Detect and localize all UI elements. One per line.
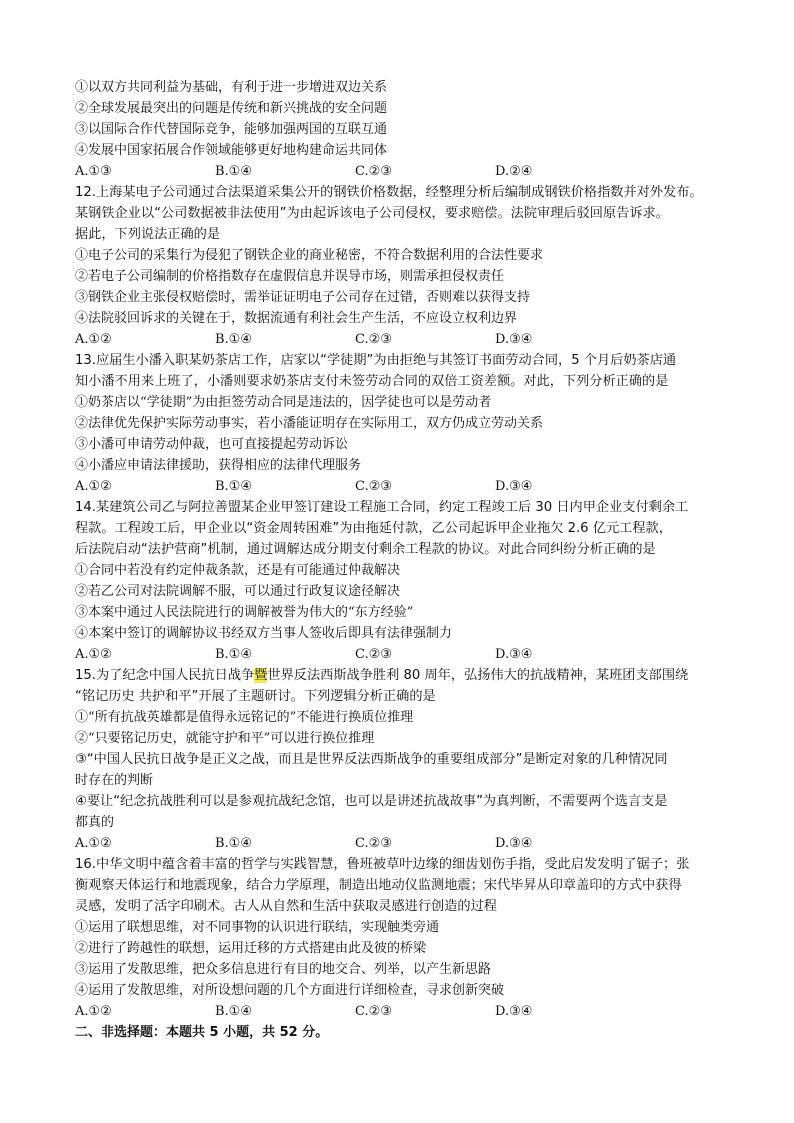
question-12-stem-line-1: 12.上海某电子公司通过合法渠道采集公开的钢铁价格数据，经整理分析后编制成钢铁价格指数并对外发布。 xyxy=(75,185,703,200)
answer-options-14 xyxy=(75,645,775,665)
option-b: B.①④ xyxy=(215,836,252,851)
question-13-stem-line-2: 知小潘不用来上班了，小潘则要求奶茶店支付未签劳动合同的双倍工资差额。对此，下列分析正确的是 xyxy=(75,374,669,389)
option-c: C.②③ xyxy=(355,164,392,179)
option-d: D.③④ xyxy=(495,332,533,347)
question-12-stem-line-2: 某钢铁企业以“公司数据被非法使用”为由起诉该电子公司侵权，要求赔偿。法院审理后驳回原告诉求。 xyxy=(75,206,669,221)
option-b: B.①④ xyxy=(215,164,252,179)
statement-4-line-2: 都真的 xyxy=(75,815,115,830)
answer-options-12 xyxy=(75,330,775,350)
statement-1: ①合同中若没有约定仲裁条款，还是有可能通过仲裁解决 xyxy=(75,563,401,578)
option-c: C.②③ xyxy=(355,332,392,347)
question-16-stem-line-3: 灵感，发明了活字印刷术。古人从自然和生活中获取灵感进行创造的过程 xyxy=(75,899,497,914)
option-d: D.③④ xyxy=(495,1004,533,1019)
statement-3: ③本案中通过人民法院进行的调解被誉为伟大的“东方经验” xyxy=(75,605,414,620)
statement-1: ①“所有抗战英雄都是值得永远铭记的”不能进行换质位推理 xyxy=(75,710,414,725)
statement-2: ②若电子公司编制的价格指数存在虚假信息并误导市场，则需承担侵权责任 xyxy=(75,269,505,284)
question-12-stem-line-3: 据此，下列说法正确的是 xyxy=(75,227,221,242)
answer-options-13 xyxy=(75,477,775,497)
option-c: C.②③ xyxy=(355,836,392,851)
statement-1: ①运用了联想思维，对不同事物的认识进行联结，实现触类旁通 xyxy=(75,920,440,935)
statement-4: ④法院驳回诉求的关键在于，数据流通有利社会生产生活，不应设立权利边界 xyxy=(75,311,518,326)
option-d: D.③④ xyxy=(495,647,533,662)
option-b: B.①④ xyxy=(215,332,252,347)
highlighted-character: 暨 xyxy=(254,668,268,683)
stem-text: 世界反法西斯战争胜利 80 周年，弘扬伟大的抗战精神，某班团支部围绕 xyxy=(267,668,689,683)
option-c: C.②③ xyxy=(355,1004,392,1019)
statement-4: ④小潘应申请法律援助，获得相应的法律代理服务 xyxy=(75,458,362,473)
answer-options-11 xyxy=(75,162,775,182)
option-d: D.②④ xyxy=(495,164,533,179)
option-c: C.②③ xyxy=(355,479,392,494)
option-a: A.①② xyxy=(75,332,112,347)
option-b: B.①④ xyxy=(215,479,252,494)
statement-1: ①以双方共同利益为基础，有利于进一步增进双边关系 xyxy=(75,80,388,95)
option-a: A.①② xyxy=(75,836,112,851)
statement-3: ③以国际合作代替国际竞争，能够加强两国的互联互通 xyxy=(75,122,388,137)
statement-3: ③钢铁企业主张侵权赔偿时，需举证证明电子公司存在过错，否则难以获得支持 xyxy=(75,290,531,305)
statement-2: ②进行了跨越性的联想，运用迁移的方式搭建由此及彼的桥梁 xyxy=(75,941,427,956)
statement-2: ②若乙公司对法院调解不服，可以通过行政复议途径解决 xyxy=(75,584,401,599)
option-b: B.①④ xyxy=(215,647,252,662)
statement-2: ②全球发展最突出的问题是传统和新兴挑战的安全问题 xyxy=(75,101,388,116)
statement-3: ③小潘可申请劳动仲裁，也可直接提起劳动诉讼 xyxy=(75,437,349,452)
option-d: D.③④ xyxy=(495,836,533,851)
statement-2: ②“只要铭记历史，就能守护和平”可以进行换位推理 xyxy=(75,731,375,746)
statement-3-line-2: 时存在的判断 xyxy=(75,773,154,788)
option-a: A.①② xyxy=(75,647,112,662)
option-a: A.①③ xyxy=(75,164,112,179)
statement-2: ②法律优先保护实际劳动事实，若小潘能证明存在实际用工，双方仍成立劳动关系 xyxy=(75,416,544,431)
option-a: A.①② xyxy=(75,1004,112,1019)
statement-4: ④本案中签订的调解协议书经双方当事人签收后即具有法律强制力 xyxy=(75,626,453,641)
question-16-stem-line-1: 16.中华文明中蕴含着丰富的哲学与实践智慧，鲁班被草叶边缘的细齿划伤手指，受此启发发明了锯子；张 xyxy=(75,857,690,872)
statement-4: ④发展中国家拓展合作领域能够更好地构建命运共同体 xyxy=(75,143,388,158)
question-16-stem-line-2: 衡观察天体运行和地震现象，结合力学原理，制造出地动仪监测地震；宋代毕昇从印章盖印的方式中获得 xyxy=(75,878,682,893)
option-c: C.②③ xyxy=(355,647,392,662)
option-b: B.①④ xyxy=(215,1004,252,1019)
question-15-stem-line-1 xyxy=(75,666,688,686)
answer-options-16 xyxy=(75,1002,775,1022)
stem-text: 15.为了纪念中国人民抗日战争 xyxy=(75,668,255,683)
question-15-stem-line-2: “铭记历史 共护和平”开展了主题研讨。下列逻辑分析正确的是 xyxy=(75,689,436,704)
answer-options-15 xyxy=(75,834,775,854)
statement-4: ④运用了发散思维，对所设想问题的几个方面进行详细检查，寻求创新突破 xyxy=(75,983,505,998)
statement-1: ①电子公司的采集行为侵犯了钢铁企业的商业秘密，不符合数据利用的合法性要求 xyxy=(75,248,544,263)
option-d: D.③④ xyxy=(495,479,533,494)
question-14-stem-line-3: 后法院启动“法护营商”机制，通过调解达成分期支付剩余工程款的协议。对此合同纠纷分析正确的是 xyxy=(75,542,656,557)
question-13-stem-line-1: 13.应届生小潘入职某奶茶店工作，店家以“学徒期”为由拒绝与其签订书面劳动合同，5 个月后奶茶店通 xyxy=(75,353,677,368)
question-14-stem-line-1: 14.某建筑公司乙与阿拉善盟某企业甲签订建设工程施工合同，约定工程竣工后 30 日内甲企业支付剩余工 xyxy=(75,500,689,515)
option-a: A.①② xyxy=(75,479,112,494)
statement-4-line-1: ④要让“纪念抗战胜利可以是参观抗战纪念馆，也可以是讲述抗战故事”为真判断，不需要两个选言支是 xyxy=(75,794,668,809)
question-14-stem-line-2: 程款。工程竣工后，甲企业以“资金周转困难”为由拖延付款，乙公司起诉甲企业拖欠 2.6 亿元工程款， xyxy=(75,521,672,536)
statement-3: ③运用了发散思维，把众多信息进行有目的地交合、列举，以产生新思路 xyxy=(75,962,492,977)
section-heading: 二、非选择题：本题共 5 小题，共 52 分。 xyxy=(75,1025,329,1040)
statement-3-line-1: ③“中国人民抗日战争是正义之战，而且是世界反法西斯战争的重要组成部分”是断定对象的几种情况同 xyxy=(75,752,668,767)
statement-1: ①奶茶店以“学徒期”为由拒签劳动合同是违法的，因学徒也可以是劳动者 xyxy=(75,395,492,410)
